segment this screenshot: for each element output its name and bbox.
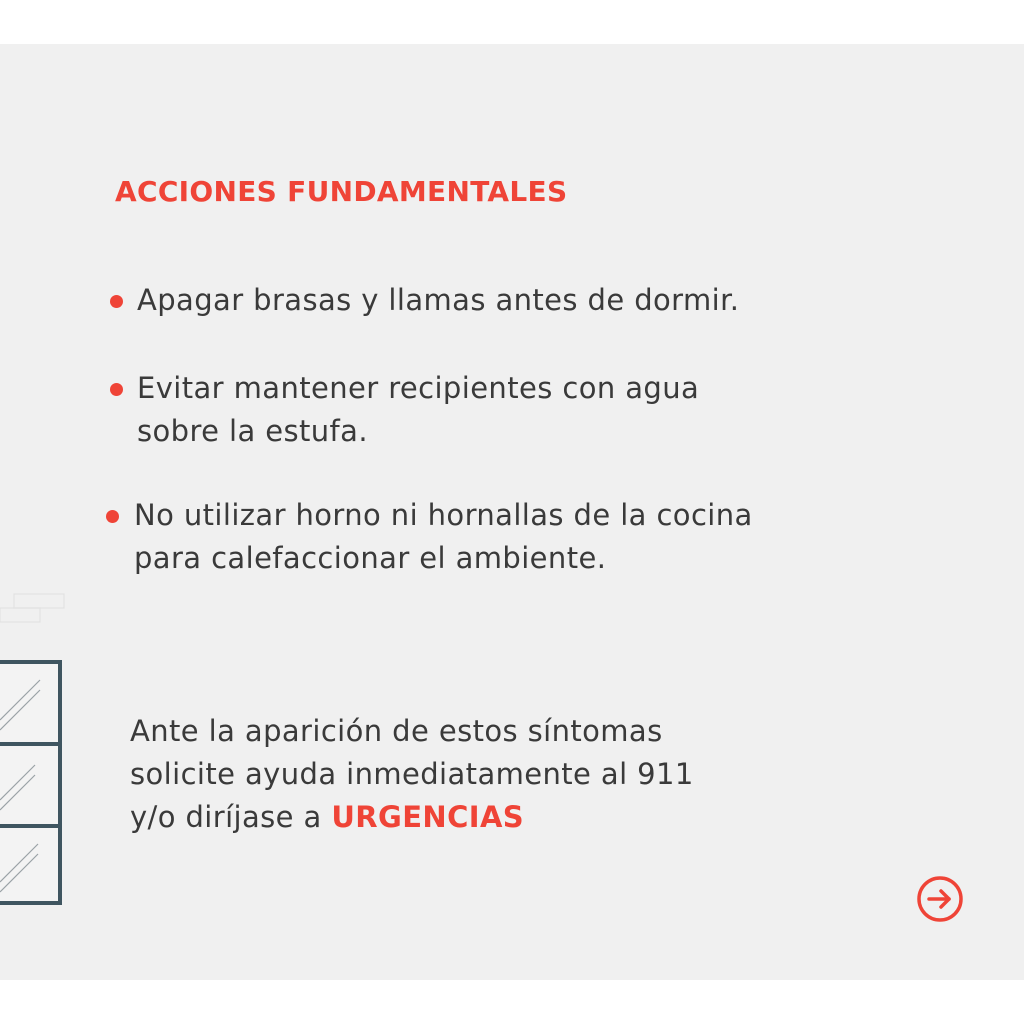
bullet-item <box>110 367 770 453</box>
arrow-right-circle-icon[interactable] <box>915 874 965 924</box>
notice-line-2: solicite ayuda inmediatamente al 911 <box>130 757 694 791</box>
notice-prefix: y/o diríjase a <box>130 800 332 834</box>
bullet-dot-icon <box>110 383 123 396</box>
bullet-text: Evitar mantener recipientes con agua sobre la estufa. <box>137 371 700 448</box>
faint-shelf-decoration <box>0 592 70 632</box>
bullet-text: No utilizar horno ni hornallas de la cocina para calefaccionar el ambiente. <box>134 498 753 575</box>
urgencias-emphasis: URGENCIAS <box>331 800 525 834</box>
bullet-dot-icon <box>110 295 123 308</box>
bullet-item <box>110 279 830 322</box>
bullet-dot-icon <box>106 510 119 523</box>
info-card <box>0 44 1024 980</box>
notice-line-1: Ante la aparición de estos síntomas <box>130 714 663 748</box>
window-illustration-icon <box>0 660 62 905</box>
bullet-text: Apagar brasas y llamas antes de dormir. <box>137 283 740 317</box>
section-heading: ACCIONES FUNDAMENTALES <box>115 175 568 208</box>
notice-line-3 <box>130 796 770 839</box>
bullet-item <box>106 494 826 580</box>
urgent-notice <box>130 710 770 839</box>
